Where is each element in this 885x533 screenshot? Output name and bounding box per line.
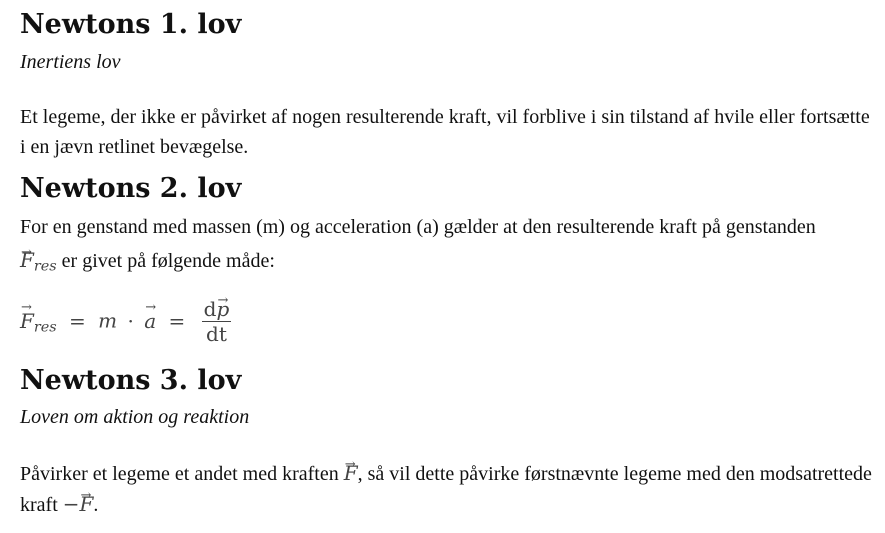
- law1-paragraph: Et legeme, der ikke er påvirket af nogen resulterende kraft, vil forblive i sin tilstand af hvile eller fortsætte i en jævn retlinet bevægelse.: [20, 106, 870, 158]
- law3-period: .: [93, 494, 99, 516]
- formula-acceleration: → a: [144, 309, 156, 333]
- law2-paragraph-text: For en genstand med massen (m) og acceleration (a) gælder at den resulterende kraft på genstanden: [20, 216, 816, 238]
- formula-equals-1: =: [69, 308, 86, 333]
- formula-dot: ·: [127, 308, 134, 333]
- law2-heading: Newtons 2. lov: [20, 173, 242, 204]
- law1-heading: Newtons 1. lov: [20, 9, 242, 40]
- law1-subtitle: Inertiens lov: [20, 51, 121, 73]
- law3-paragraph: [20, 458, 875, 520]
- negative-force-symbol: −→ F: [63, 492, 94, 516]
- law3-subtitle: Loven om aktion og reaktion: [20, 406, 250, 428]
- law3-paragraph-text-middle: , så vil dette påvirke førstnævnte legeme med den modsatrettede kraft: [20, 463, 872, 516]
- newton2-formula: [20, 298, 231, 346]
- law2-paragraph-text-end: er givet på følgende måde:: [61, 250, 275, 272]
- law3-heading: Newtons 3. lov: [20, 365, 242, 396]
- fraction-denominator: dt: [206, 322, 227, 346]
- formula-force: → $F_{res}$: [20, 309, 57, 333]
- law2-paragraph: [20, 211, 820, 284]
- force-res-symbol: → $F_{res}$: [20, 248, 57, 272]
- fraction-numerator: d→ p: [202, 298, 232, 322]
- force-symbol: → F: [344, 458, 358, 488]
- formula-equals-2: =: [168, 308, 186, 333]
- law3-paragraph-text: Påvirker et legeme et andet med kraften: [20, 463, 339, 485]
- formula-mass: m: [98, 308, 118, 333]
- formula-fraction: [202, 298, 232, 346]
